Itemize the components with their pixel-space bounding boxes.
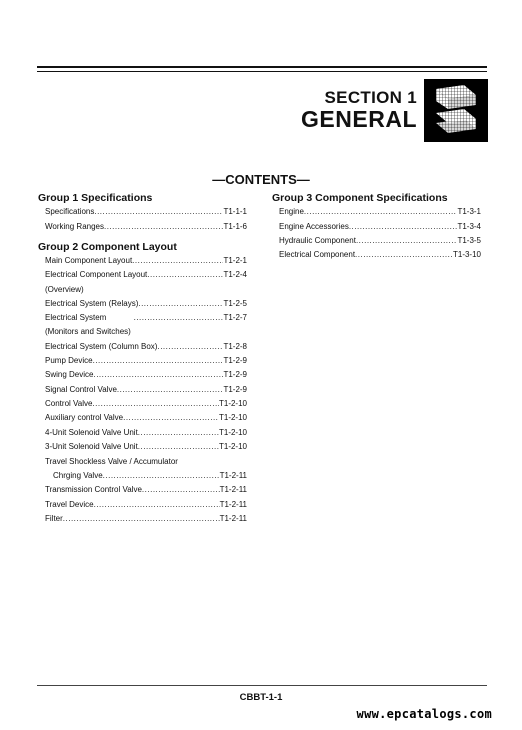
section-number: SECTION 1 xyxy=(324,88,417,107)
header-rule-thick xyxy=(37,66,487,68)
toc-entry-label: Electrical System xyxy=(45,313,107,322)
toc-entry[interactable] xyxy=(45,383,247,397)
toc-entry[interactable]: Electrical System ................................. T1-2-7 xyxy=(45,311,247,325)
toc-entry-label: Transmission Control Valve xyxy=(45,485,142,494)
toc-entry[interactable] xyxy=(45,483,247,497)
toc-entry-page: T1-2-11 xyxy=(219,471,247,480)
toc-entry[interactable] xyxy=(45,512,247,526)
toc-entry-page: T1-2-10 xyxy=(218,399,247,408)
toc-entry-label: 3-Unit Solenoid Valve Unit xyxy=(45,442,138,451)
toc-entry-page: T1-2-10 xyxy=(218,428,247,437)
toc-entry-label: Hydraulic Component xyxy=(279,236,356,245)
toc-entry-page: T1-2-5 xyxy=(223,299,247,308)
toc-entry[interactable] xyxy=(279,234,481,248)
toc-entry[interactable] xyxy=(53,469,247,483)
toc-entry-label: Main Component Layout xyxy=(45,256,133,265)
toc-entry[interactable] xyxy=(279,248,481,262)
toc-entry-label: Electrical Component Layout xyxy=(45,270,148,279)
toc-entry-page: T1-2-11 xyxy=(219,514,247,523)
toc-entry-label: Working Ranges xyxy=(45,222,104,231)
toc-entry-page: T1-2-7 xyxy=(223,313,247,322)
toc-entry-page: T1-1-6 xyxy=(223,222,247,231)
toc-entry-page: T1-2-11 xyxy=(219,500,247,509)
toc-entry-page: T1-1-1 xyxy=(223,207,247,216)
toc-entry-label: Auxiliary control Valve xyxy=(45,413,124,422)
toc-entry[interactable] xyxy=(45,268,247,282)
toc-entry-label: Filter xyxy=(45,514,63,523)
toc-entry-page: T1-3-1 xyxy=(457,207,481,216)
toc-entry-page: T1-2-10 xyxy=(218,413,247,422)
section-name: GENERAL xyxy=(301,106,417,132)
toc-entry-subtitle: (Monitors and Switches) xyxy=(45,327,131,336)
page-code: CBBT-1-1 xyxy=(239,692,283,703)
toc-entry[interactable] xyxy=(45,340,247,354)
toc-entry-page: T1-2-9 xyxy=(223,370,247,379)
group-2-title: Group 2 Component Layout xyxy=(38,241,177,253)
contents-heading: —CONTENTS— xyxy=(212,172,310,187)
toc-entry-page: T1-2-11 xyxy=(219,485,247,494)
watermark-link[interactable]: www.epcatalogs.com xyxy=(356,707,492,721)
toc-entry[interactable] xyxy=(45,205,247,219)
toc-entry[interactable] xyxy=(45,397,247,411)
toc-entry-pretitle: Travel Shockless Valve / Accumulator xyxy=(45,457,178,466)
toc-entry[interactable] xyxy=(45,254,247,268)
toc-entry-label: 4-Unit Solenoid Valve Unit xyxy=(45,428,138,437)
toc-entry-label: Specifications xyxy=(45,207,95,216)
toc-entry-label: Electrical System (Column Box) xyxy=(45,342,158,351)
toc-entry-page: T1-2-9 xyxy=(223,385,247,394)
toc-entry[interactable] xyxy=(45,368,247,382)
toc-entry-label: Electrical System (Relays) xyxy=(45,299,139,308)
toc-entry-page: T1-3-10 xyxy=(452,250,481,259)
toc-entry[interactable] xyxy=(45,440,247,454)
toc-entry-label: Swing Device xyxy=(45,370,94,379)
toc-entry[interactable] xyxy=(279,205,481,219)
toc-entry[interactable] xyxy=(45,297,247,311)
toc-entry[interactable] xyxy=(279,220,481,234)
toc-entry-label: Engine xyxy=(279,207,304,216)
group-1-title: Group 1 Specifications xyxy=(38,192,153,204)
toc-entry-page: T1-2-10 xyxy=(218,442,247,451)
toc-entry-label: Engine Accessories xyxy=(279,222,349,231)
group-3-title: Group 3 Component Specifications xyxy=(272,192,448,204)
footer-rule xyxy=(37,685,487,686)
toc-entry-page: T1-2-4 xyxy=(223,270,247,279)
toc-entry-label: Signal Control Valve xyxy=(45,385,117,394)
toc-entry-subtitle: (Overview) xyxy=(45,285,84,294)
toc-entry[interactable] xyxy=(45,354,247,368)
toc-entry-label: Electrical Component xyxy=(279,250,356,259)
toc-entry-label: Control Valve xyxy=(45,399,93,408)
toc-entry-page: T1-3-5 xyxy=(457,236,481,245)
toc-entry-page: T1-2-8 xyxy=(223,342,247,351)
toc-entry-page: T1-2-9 xyxy=(223,356,247,365)
toc-entry[interactable] xyxy=(45,220,247,234)
toc-entry-label: Pump Device xyxy=(45,356,93,365)
header-rule-thin xyxy=(37,71,487,72)
toc-entry-label: Travel Device xyxy=(45,500,94,509)
toc-entry[interactable] xyxy=(45,411,247,425)
toc-entry[interactable] xyxy=(45,498,247,512)
toc-entry-label: Chrging Valve xyxy=(53,471,103,480)
toc-entry[interactable] xyxy=(45,426,247,440)
toc-entry-page: T1-2-1 xyxy=(223,256,247,265)
toc-entry-page: T1-3-4 xyxy=(457,222,481,231)
section-logo-icon xyxy=(424,79,488,142)
